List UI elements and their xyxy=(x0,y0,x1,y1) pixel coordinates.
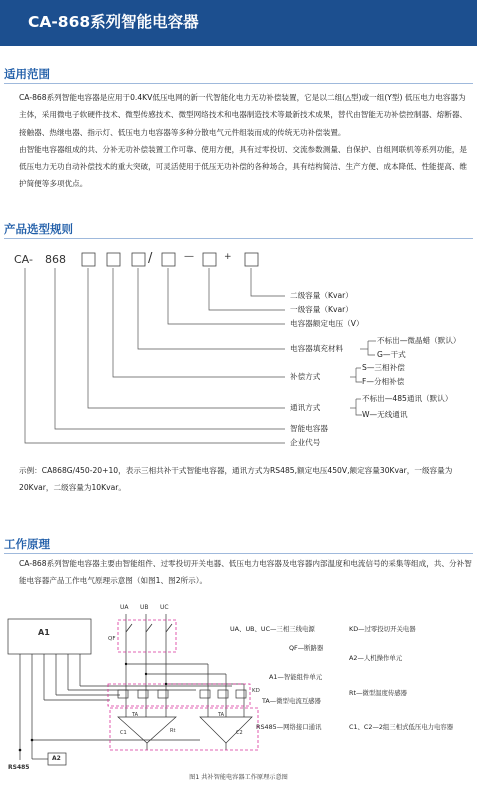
section-heading-selection: 产品选型规则 xyxy=(4,222,73,236)
circuit-diagram xyxy=(0,600,260,772)
code-box-5 xyxy=(203,253,216,266)
section-divider xyxy=(4,553,473,554)
code-box-6 xyxy=(245,253,258,266)
label-comm-opt2: W—无线通讯 xyxy=(362,410,408,419)
ta-label-2: TA xyxy=(218,712,225,718)
label-comm: 通讯方式 xyxy=(290,403,321,412)
code-box-2 xyxy=(107,253,120,266)
label-voltage: 电容器额定电压（V） xyxy=(290,319,364,328)
label-material-opt1: 不标出—微晶蜡（默认） xyxy=(377,336,461,345)
label-smart: 智能电容器 xyxy=(290,424,328,433)
page-title: CA-868系列智能电容器 xyxy=(28,13,199,31)
code-box-4 xyxy=(162,253,175,266)
code-plus: + xyxy=(224,252,232,262)
legend-item-qf: QF—断路器 xyxy=(289,644,324,652)
c1-label: C1 xyxy=(120,730,127,736)
scope-paragraph-1: CA-868系列智能电容器是应用于0.4KV低压电网的新一代智能化电力无功补偿装置，它是以二组(△型)或一组(Y型) 低压电力电容器为主体，采用微电子软硬件技术、微型传感技术、微型网络技术和电器制造技术等最新技术成果，替代由智能无功补偿控制器、熔断器、接触器、热继电器、指示灯、低压电力电容器等多种分散电气元件组装而成的传统无功补偿装置。 xyxy=(19,93,468,137)
phase-label-ub: UB xyxy=(140,604,149,611)
label-comp-opt2: F—分相补偿 xyxy=(362,377,405,386)
label-comp: 补偿方式 xyxy=(290,372,321,381)
label-material: 电容器填充材料 xyxy=(290,344,344,353)
label-material-opt2: G—干式 xyxy=(377,350,406,359)
a1-label: A1 xyxy=(38,628,50,637)
legend-item-a1: A1—智能组件单元 xyxy=(269,673,323,681)
section-heading-principle: 工作原理 xyxy=(4,537,50,551)
rt-label: Rt xyxy=(170,728,176,734)
code-slash: / xyxy=(148,251,153,266)
scope-paragraph-2: 由智能电容器组成的共、分补无功补偿装置工作可靠、使用方便，具有过零投切、交流参数测量、自保护、自组网联机等系列功能，是低压电力无功自动补偿技术的重大突破，可灵活使用于低压无功补偿的各种场合，具有结构简洁、生产方便、成本降低、性能提高、维护简便等多项优点。 xyxy=(19,144,468,189)
legend-item-ta: TA—微型电流互感器 xyxy=(262,697,321,705)
kd-label: KD xyxy=(252,688,260,694)
code-number: 868 xyxy=(45,253,66,266)
code-dash: — xyxy=(184,251,194,262)
principle-paragraph: CA-868系列智能电容器主要由智能组件、过零投切开关电器、低压电力电容器及电容器内部温度和电流信号的采集等组成，共、分补智能电容器产品工作电气原理示意图（如图1、图2所示）。 xyxy=(19,559,472,586)
code-box-1 xyxy=(82,253,95,266)
legend-item-capacitors: C1、C2—2组三相式低压电力电容器 xyxy=(349,723,454,731)
code-prefix: CA- xyxy=(14,253,33,266)
legend-item-a2: A2—人机操作单元 xyxy=(349,654,403,662)
example-paragraph: 示例：CA868G/450-20+10，表示三相共补干式智能电容器，通讯方式为RS485,额定电压450V,额定容量30Kvar，一级容量为20Kvar，二级容量为10Kvar。 xyxy=(19,466,453,493)
code-box-3 xyxy=(132,253,145,266)
label-cap1: 一级容量（Kvar） xyxy=(290,305,353,314)
label-comm-opt1: 不标出—485通讯（默认） xyxy=(362,394,453,403)
legend-item-rt: Rt—微型温度传感器 xyxy=(349,689,408,697)
rs485-label: RS485 xyxy=(8,764,30,771)
label-company: 企业代号 xyxy=(290,438,321,447)
legend-item-rs485: RS485—网络接口通讯 xyxy=(256,723,322,731)
example-text xyxy=(4,462,473,497)
qf-label: QF xyxy=(108,636,116,642)
label-cap2: 二级容量（Kvar） xyxy=(290,291,353,300)
phase-label-uc: UC xyxy=(160,604,169,611)
label-comp-opt1: S—三相补偿 xyxy=(362,363,405,372)
figure-caption: 图1 共补智能电容器工作原理示意图 xyxy=(189,774,288,781)
ta-label-1: TA xyxy=(132,712,139,718)
c2-label: C2 xyxy=(236,730,243,736)
a2-label: A2 xyxy=(52,755,61,762)
legend-item-power: UA、UB、UC—三相三线电源 xyxy=(230,625,315,633)
section-heading-scope: 适用范围 xyxy=(4,67,50,81)
legend-item-kd: KD—过零投切开关电器 xyxy=(349,625,416,633)
phase-label-ua: UA xyxy=(120,604,129,611)
principle-text xyxy=(4,555,473,590)
